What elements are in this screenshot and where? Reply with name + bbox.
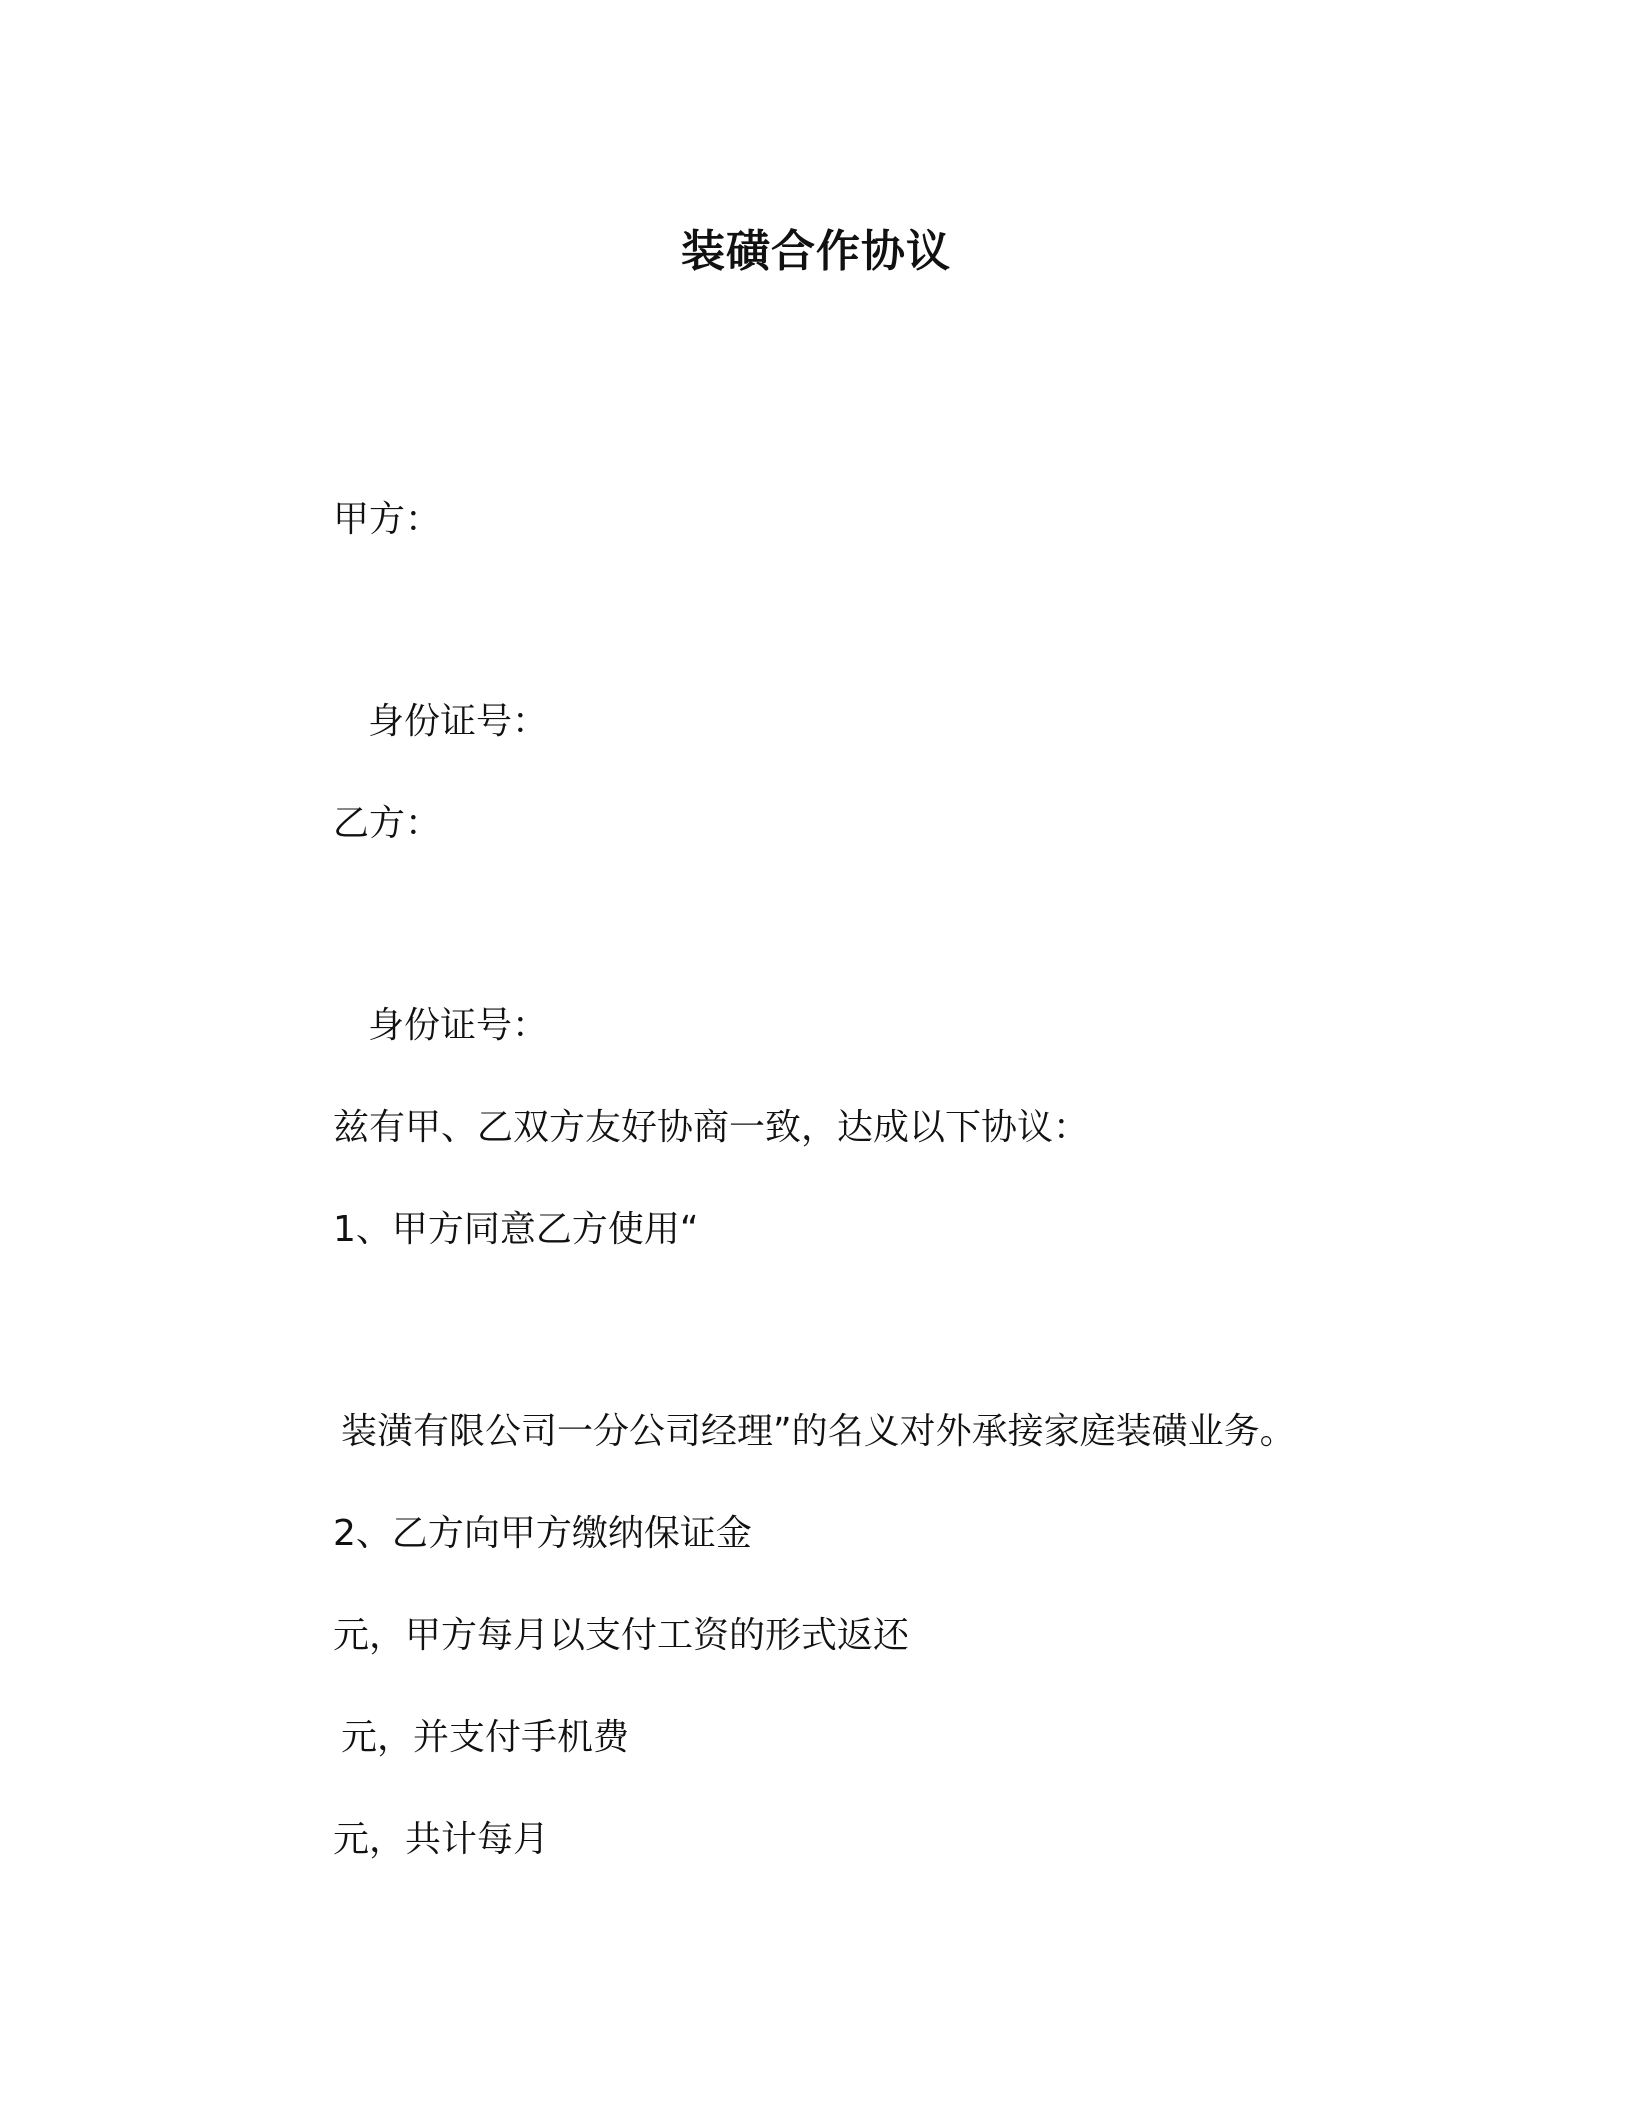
clause-1-continued: 装潢有限公司一分公司经理”的名义对外承接家庭装磺业务。 (341, 1411, 1296, 1452)
agreement-intro: 兹有甲、乙双方友好协商一致，达成以下协议： (333, 1107, 1090, 1148)
party-a-id-label: 身份证号： (368, 701, 549, 742)
party-a-label: 甲方： (333, 499, 442, 540)
clause-2-line-4: 元，共计每月 (333, 1819, 550, 1860)
party-b-id-label: 身份证号： (368, 1005, 549, 1046)
party-b-label: 乙方： (333, 803, 442, 844)
document-title: 装磺合作协议 (681, 226, 951, 277)
clause-2-start: 2、乙方向甲方缴纳保证金 (333, 1513, 752, 1554)
clause-1-start: 1、甲方同意乙方使用“ (333, 1209, 699, 1250)
clause-2-line-3: 元，并支付手机费 (341, 1717, 630, 1758)
clause-2-line-2: 元，甲方每月以支付工资的形式返还 (333, 1615, 910, 1656)
